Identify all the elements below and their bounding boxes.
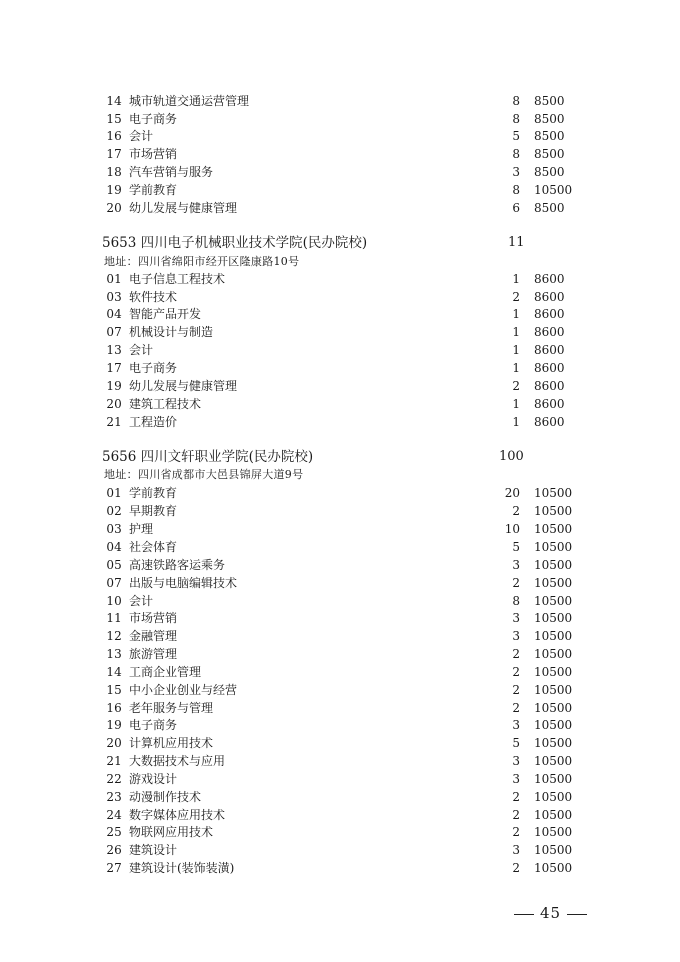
enrollment-count: 3 xyxy=(512,558,520,572)
program-name: 汽车营销与服务 xyxy=(129,165,214,179)
program-code: 03 xyxy=(106,522,122,536)
table-row xyxy=(0,92,680,110)
school-total: 100 xyxy=(499,449,524,464)
program-name: 旅游管理 xyxy=(129,647,178,661)
enrollment-count: 3 xyxy=(512,843,520,857)
table-row xyxy=(0,859,680,877)
program-code: 16 xyxy=(106,129,122,143)
program-name: 城市轨道交通运营管理 xyxy=(129,94,250,108)
enrollment-count: 2 xyxy=(512,808,520,822)
tuition-fee: 10500 xyxy=(534,576,573,590)
program-code: 19 xyxy=(106,379,122,393)
table-row xyxy=(0,359,680,377)
table-row xyxy=(0,163,680,181)
program-name: 工程造价 xyxy=(129,415,178,429)
table-row xyxy=(0,627,680,645)
enrollment-count: 5 xyxy=(512,540,520,554)
tuition-fee: 10500 xyxy=(534,647,573,661)
enrollment-count: 3 xyxy=(512,718,520,732)
enrollment-count: 6 xyxy=(512,201,520,215)
program-code: 19 xyxy=(106,183,122,197)
table-row xyxy=(0,520,680,538)
tuition-fee: 8600 xyxy=(534,307,565,321)
program-name: 学前教育 xyxy=(129,486,178,500)
enrollment-count: 3 xyxy=(512,754,520,768)
program-code: 01 xyxy=(106,486,122,500)
enrollment-count: 2 xyxy=(512,665,520,679)
tuition-fee: 8600 xyxy=(534,290,565,304)
tuition-fee: 10500 xyxy=(534,611,573,625)
tuition-fee: 10500 xyxy=(534,772,573,786)
table-row xyxy=(0,305,680,323)
program-code: 22 xyxy=(106,772,122,786)
enrollment-count: 3 xyxy=(512,772,520,786)
enrollment-count: 2 xyxy=(512,701,520,715)
table-row xyxy=(0,395,680,413)
enrollment-count: 2 xyxy=(512,790,520,804)
tuition-fee: 8600 xyxy=(534,343,565,357)
table-row xyxy=(0,592,680,610)
school-heading: 5653 四川电子机械职业技术学院(民办院校) xyxy=(102,235,368,251)
table-row xyxy=(0,502,680,520)
enrollment-count: 1 xyxy=(512,343,520,357)
table-row xyxy=(0,823,680,841)
program-name: 智能产品开发 xyxy=(129,307,202,321)
program-code: 18 xyxy=(106,165,122,179)
table-row xyxy=(0,609,680,627)
tuition-fee: 10500 xyxy=(534,629,573,643)
program-name: 计算机应用技术 xyxy=(129,736,214,750)
dash-decoration xyxy=(567,914,587,915)
program-code: 14 xyxy=(106,94,122,108)
program-code: 23 xyxy=(106,790,122,804)
program-name: 市场营销 xyxy=(129,147,178,161)
program-name: 建筑设计 xyxy=(129,843,178,857)
program-name: 机械设计与制造 xyxy=(129,325,214,339)
program-name: 幼儿发展与健康管理 xyxy=(129,201,238,215)
program-code: 15 xyxy=(106,683,122,697)
program-code: 07 xyxy=(106,576,122,590)
program-name: 会计 xyxy=(129,594,154,608)
table-row xyxy=(0,681,680,699)
program-code: 07 xyxy=(106,325,122,339)
tuition-fee: 8500 xyxy=(534,165,565,179)
table-row xyxy=(0,841,680,859)
program-name: 会计 xyxy=(129,129,154,143)
program-code: 04 xyxy=(106,540,122,554)
program-name: 建筑设计(装饰装潢) xyxy=(129,861,235,875)
program-code: 10 xyxy=(106,594,122,608)
tuition-fee: 10500 xyxy=(534,504,573,518)
table-row xyxy=(0,663,680,681)
page-number xyxy=(508,902,593,924)
enrollment-count: 8 xyxy=(512,112,520,126)
program-name: 出版与电脑编辑技术 xyxy=(129,576,238,590)
program-name: 大数据技术与应用 xyxy=(129,754,226,768)
program-code: 20 xyxy=(106,397,122,411)
school-total: 11 xyxy=(508,235,525,250)
enrollment-count: 2 xyxy=(512,683,520,697)
tuition-fee: 10500 xyxy=(534,790,573,804)
table-row xyxy=(0,323,680,341)
enrollment-count: 20 xyxy=(504,486,520,500)
program-name: 工商企业管理 xyxy=(129,665,202,679)
tuition-fee: 8500 xyxy=(534,147,565,161)
program-code: 17 xyxy=(106,147,122,161)
program-name: 金融管理 xyxy=(129,629,178,643)
table-row xyxy=(0,377,680,395)
program-name: 电子商务 xyxy=(129,361,178,375)
table-row xyxy=(0,770,680,788)
program-code: 12 xyxy=(106,629,122,643)
enrollment-count: 3 xyxy=(512,165,520,179)
program-code: 25 xyxy=(106,825,122,839)
tuition-fee: 8600 xyxy=(534,415,565,429)
table-row xyxy=(0,341,680,359)
program-name: 老年服务与管理 xyxy=(129,701,214,715)
table-row xyxy=(0,699,680,717)
tuition-fee: 8500 xyxy=(534,129,565,143)
table-row xyxy=(0,734,680,752)
table-row xyxy=(0,181,680,199)
program-code: 19 xyxy=(106,718,122,732)
enrollment-count: 8 xyxy=(512,594,520,608)
enrollment-count: 2 xyxy=(512,290,520,304)
program-code: 21 xyxy=(106,415,122,429)
program-code: 02 xyxy=(106,504,122,518)
enrollment-count: 8 xyxy=(512,183,520,197)
table-row xyxy=(0,716,680,734)
program-name: 物联网应用技术 xyxy=(129,825,214,839)
enrollment-count: 2 xyxy=(512,861,520,875)
tuition-fee: 10500 xyxy=(534,808,573,822)
tuition-fee: 10500 xyxy=(534,683,573,697)
program-name: 游戏设计 xyxy=(129,772,178,786)
enrollment-count: 5 xyxy=(512,736,520,750)
program-name: 学前教育 xyxy=(129,183,178,197)
tuition-fee: 8500 xyxy=(534,112,565,126)
enrollment-count: 1 xyxy=(512,415,520,429)
tuition-fee: 8500 xyxy=(534,201,565,215)
enrollment-count: 10 xyxy=(504,522,520,536)
tuition-fee: 10500 xyxy=(534,701,573,715)
tuition-fee: 10500 xyxy=(534,843,573,857)
enrollment-count: 1 xyxy=(512,325,520,339)
tuition-fee: 10500 xyxy=(534,754,573,768)
program-code: 24 xyxy=(106,808,122,822)
program-name: 会计 xyxy=(129,343,154,357)
program-name: 市场营销 xyxy=(129,611,178,625)
enrollment-count: 8 xyxy=(512,147,520,161)
tuition-fee: 10500 xyxy=(534,540,573,554)
tuition-fee: 10500 xyxy=(534,665,573,679)
program-code: 13 xyxy=(106,647,122,661)
program-code: 03 xyxy=(106,290,122,304)
page-number-text: 45 xyxy=(540,904,562,922)
program-name: 早期教育 xyxy=(129,504,178,518)
program-name: 建筑工程技术 xyxy=(129,397,202,411)
tuition-fee: 8500 xyxy=(534,94,565,108)
enrollment-count: 1 xyxy=(512,361,520,375)
school-address: 地址：四川省绵阳市经开区隆康路10号 xyxy=(104,255,300,268)
program-code: 01 xyxy=(106,272,122,286)
program-name: 中小企业创业与经营 xyxy=(129,683,238,697)
program-code: 26 xyxy=(106,843,122,857)
enrollment-count: 3 xyxy=(512,611,520,625)
program-code: 15 xyxy=(106,112,122,126)
enrollment-count: 5 xyxy=(512,129,520,143)
tuition-fee: 8600 xyxy=(534,361,565,375)
program-code: 04 xyxy=(106,307,122,321)
program-code: 16 xyxy=(106,701,122,715)
tuition-fee: 8600 xyxy=(534,397,565,411)
table-row xyxy=(0,110,680,128)
dash-decoration xyxy=(514,914,534,915)
tuition-fee: 10500 xyxy=(534,594,573,608)
enrollment-count: 8 xyxy=(512,94,520,108)
program-name: 社会体育 xyxy=(129,540,178,554)
table-row xyxy=(0,484,680,502)
tuition-fee: 10500 xyxy=(534,522,573,536)
table-row xyxy=(0,199,680,217)
program-name: 高速铁路客运乘务 xyxy=(129,558,226,572)
enrollment-count: 2 xyxy=(512,504,520,518)
table-row xyxy=(0,574,680,592)
program-name: 数字媒体应用技术 xyxy=(129,808,226,822)
enrollment-count: 1 xyxy=(512,307,520,321)
enrollment-count: 2 xyxy=(512,576,520,590)
table-row xyxy=(0,270,680,288)
school-address: 地址：四川省成都市大邑县锦屏大道9号 xyxy=(104,468,304,481)
tuition-fee: 10500 xyxy=(534,718,573,732)
program-name: 电子商务 xyxy=(129,112,178,126)
program-code: 21 xyxy=(106,754,122,768)
tuition-fee: 8600 xyxy=(534,325,565,339)
enrollment-count: 1 xyxy=(512,397,520,411)
tuition-fee: 10500 xyxy=(534,825,573,839)
table-row xyxy=(0,752,680,770)
table-row xyxy=(0,538,680,556)
table-row xyxy=(0,806,680,824)
tuition-fee: 10500 xyxy=(534,558,573,572)
tuition-fee: 8600 xyxy=(534,272,565,286)
table-row xyxy=(0,288,680,306)
program-code: 17 xyxy=(106,361,122,375)
enrollment-count: 1 xyxy=(512,272,520,286)
enrollment-count: 3 xyxy=(512,629,520,643)
enrollment-count: 2 xyxy=(512,825,520,839)
program-code: 14 xyxy=(106,665,122,679)
tuition-fee: 10500 xyxy=(534,736,573,750)
enrollment-count: 2 xyxy=(512,647,520,661)
program-name: 电子信息工程技术 xyxy=(129,272,226,286)
tuition-fee: 10500 xyxy=(534,861,573,875)
table-row xyxy=(0,413,680,431)
table-row xyxy=(0,556,680,574)
table-row xyxy=(0,645,680,663)
tuition-fee: 10500 xyxy=(534,486,573,500)
table-row xyxy=(0,145,680,163)
program-code: 20 xyxy=(106,201,122,215)
program-name: 动漫制作技术 xyxy=(129,790,202,804)
program-name: 软件技术 xyxy=(129,290,178,304)
program-code: 27 xyxy=(106,861,122,875)
table-row xyxy=(0,127,680,145)
tuition-fee: 10500 xyxy=(534,183,573,197)
program-name: 幼儿发展与健康管理 xyxy=(129,379,238,393)
enrollment-count: 2 xyxy=(512,379,520,393)
program-code: 20 xyxy=(106,736,122,750)
program-name: 电子商务 xyxy=(129,718,178,732)
program-code: 13 xyxy=(106,343,122,357)
tuition-fee: 8600 xyxy=(534,379,565,393)
table-row xyxy=(0,788,680,806)
program-code: 11 xyxy=(106,611,122,625)
program-name: 护理 xyxy=(129,522,154,536)
program-code: 05 xyxy=(106,558,122,572)
school-heading: 5656 四川文轩职业学院(民办院校) xyxy=(102,449,314,465)
